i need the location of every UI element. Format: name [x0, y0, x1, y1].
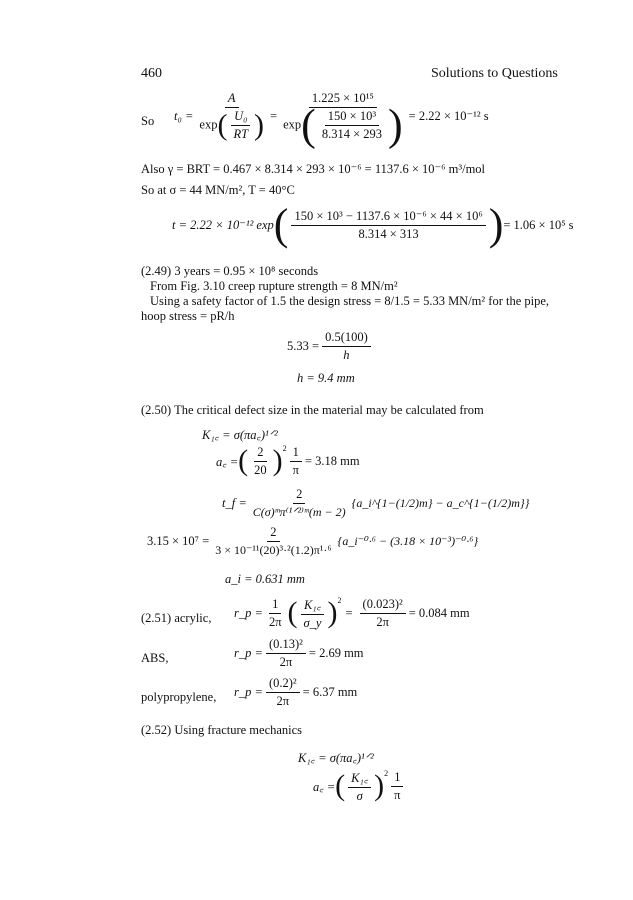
- rp-f: [266, 597, 285, 630]
- t0-result: = 2.22 × 10⁻¹² s: [408, 109, 489, 123]
- f-den: π: [394, 787, 401, 802]
- equation-rp-abs: [234, 636, 364, 670]
- hoop-lhs: 5.33 =: [287, 339, 320, 353]
- rp-result: = 0.084 mm: [408, 605, 470, 620]
- t0-eq: =: [270, 108, 278, 123]
- paren: (: [217, 108, 228, 141]
- q249-line1: (2.49) 3 years = 0.95 × 10⁸ seconds: [141, 264, 319, 278]
- tf-brace: {a_i^{1−(1/2)m} − a_c^{1−(1/2)m}}: [351, 495, 530, 510]
- k-den: σ_y: [303, 615, 322, 630]
- t-result: = 1.06 × 10⁵ s: [503, 217, 574, 232]
- ac-inner: [251, 445, 270, 478]
- q249-line3: Using a safety factor of 1.5 the design stress = 8/1.5 = 5.33 MN/m² for the pipe,: [150, 294, 550, 308]
- f-den: 2π: [268, 614, 282, 629]
- v-num: (0.023)²: [360, 597, 406, 614]
- tfn-brace: {a_i⁻⁰·⁶ − (3.18 × 10⁻³)⁻⁰·⁶}: [337, 533, 479, 548]
- ac2-inner: [348, 769, 371, 804]
- abs-label: ABS,: [141, 651, 169, 665]
- rp-k: [301, 596, 325, 631]
- ac-lhs: a꜀ =: [216, 454, 239, 469]
- t0-f1-inner: [230, 109, 251, 142]
- t-num: 150 × 10³ − 1137.6 × 10⁻⁶ × 44 × 10⁶: [291, 208, 485, 226]
- pp-label: polypropylene,: [141, 690, 217, 704]
- paren: ): [374, 769, 385, 802]
- rp-pp-lhs: r_p =: [234, 684, 263, 699]
- t-lhs: t = 2.22 × 10⁻¹² exp: [172, 218, 274, 232]
- tfn-lhs: 3.15 × 10⁷ =: [147, 533, 210, 548]
- ac2-lhs: a꜀ =: [313, 779, 336, 794]
- page-number: 460: [141, 66, 162, 81]
- paren: ): [254, 108, 265, 141]
- paren: ): [388, 100, 403, 149]
- ai-result: a_i = 0.631 mm: [225, 572, 305, 586]
- q252-line1: (2.52) Using fracture mechanics: [141, 723, 303, 737]
- f-num: 1: [391, 770, 403, 787]
- t0-f1-den: [196, 108, 267, 142]
- q251-label: (2.51) acrylic,: [141, 611, 212, 625]
- tf-den: C(σ)ᵐπ⁽¹ᐟ²⁾ᵐ(m − 2): [252, 504, 346, 519]
- equation-hoop: [287, 330, 374, 363]
- num: (0.13)²: [266, 637, 306, 654]
- also-line: Also γ = BRT = 0.467 × 8.314 × 293 × 10⁻⁶ = 1137.6 × 10⁻⁶ m³/mol: [141, 162, 486, 176]
- tfn-den: 3 × 10⁻¹¹(20)³·²(1.2)π¹·⁶: [215, 542, 332, 557]
- ac-result: = 3.18 mm: [304, 453, 360, 468]
- v-den: 2π: [376, 614, 389, 629]
- tfn-fraction: [212, 525, 334, 558]
- t-fraction: [291, 208, 485, 242]
- t0-f2-inner: [319, 109, 385, 142]
- ac-frac: [290, 445, 302, 478]
- q249-line4: hoop stress = pR/h: [141, 309, 235, 323]
- paren: ): [488, 200, 504, 249]
- rp-lhs: r_p =: [234, 605, 263, 620]
- inner-den: 8.314 × 293: [321, 126, 383, 141]
- k-num: K₁꜀: [301, 596, 324, 615]
- t0-lhs: t₀ =: [174, 108, 194, 123]
- tf-lhs: t_f =: [222, 495, 247, 510]
- so-at-line: So at σ = 44 MN/m², T = 40°C: [141, 183, 295, 197]
- inner-num: 2: [254, 445, 266, 462]
- equation-t0: [174, 90, 489, 149]
- paren: (: [238, 444, 249, 477]
- t0-f2-num: 1.225 × 10¹⁵: [309, 91, 377, 108]
- rp-abs-lhs: r_p =: [234, 645, 263, 660]
- equation-t: [172, 200, 574, 249]
- inner-den: 20: [254, 462, 267, 477]
- f-num: 1: [269, 597, 281, 614]
- rp-abs-result: = 2.69 mm: [308, 645, 364, 660]
- equation-rp-acrylic: r_p = $\frac{1}{2\pi}$ ( $\frac{\text{K₁꜀}}{\sigma\_y}$ ) $^2$ = $\frac{\text{(0.023)²}}{2\pi}$ = 0.084 mm: [234, 596, 470, 630]
- f-den: π: [292, 462, 299, 477]
- rt: RT: [233, 126, 249, 141]
- k1c-eq-a: K₁꜀ = σ(πa꜀)¹ᐟ²: [202, 428, 278, 442]
- rp-abs-frac: [266, 637, 306, 670]
- paren: (: [301, 100, 316, 149]
- paren: (: [335, 769, 346, 802]
- rp-v: [360, 597, 406, 630]
- tfn-num: 2: [267, 525, 279, 542]
- inner-num: 150 × 10³: [325, 109, 379, 126]
- t0-f2-den: [280, 100, 406, 149]
- den: 2π: [276, 693, 290, 708]
- f-num: 1: [290, 445, 302, 462]
- rp-pp-result: = 6.37 mm: [302, 684, 358, 699]
- paren: ): [327, 596, 338, 629]
- rp-pp-frac: [266, 676, 300, 709]
- running-title: Solutions to Questions: [431, 66, 558, 81]
- hoop-den: h: [343, 348, 350, 362]
- so-label: So: [141, 114, 155, 128]
- inner-den: σ: [356, 788, 363, 803]
- tf-fraction: [250, 487, 349, 520]
- den: 2π: [279, 654, 293, 669]
- k1c-eq-b: K₁꜀ = σ(πa꜀)¹ᐟ²: [298, 751, 374, 765]
- exp-text: exp: [199, 116, 218, 131]
- num: (0.2)²: [266, 676, 300, 693]
- equation-tf: [222, 486, 529, 520]
- paren: (: [273, 200, 289, 249]
- rp-eq: =: [345, 605, 353, 620]
- inner-num: K₁꜀: [348, 769, 371, 788]
- equation-ac: a꜀ = ( $\frac{2}{20}$ ) $^2$ $\frac{1}{\pi}$ = 3.18 mm: [216, 444, 360, 477]
- hoop-num: 0.5(100): [322, 330, 371, 347]
- t0-fraction-1: [196, 91, 267, 142]
- t0-fraction-2: [280, 90, 406, 149]
- q249-line2: From Fig. 3.10 creep rupture strength = 8 MN/m²: [150, 279, 398, 293]
- exp-text: exp: [283, 116, 302, 131]
- paren: ): [272, 444, 283, 477]
- t0-f1-num: A: [225, 91, 239, 108]
- paren: (: [287, 596, 298, 629]
- u0: U₀: [231, 109, 250, 126]
- t-den: 8.314 × 313: [358, 227, 419, 241]
- equation-ac2: a꜀ = ( $\frac{\text{K₁꜀}}{\sigma}$ ) $^2$ $\frac{1}{\pi}$: [313, 767, 406, 805]
- q250-line1: (2.50) The critical defect size in the material may be calculated from: [141, 403, 484, 417]
- hoop-fraction: [322, 330, 371, 363]
- equation-tf-numeric: [147, 524, 478, 558]
- hoop-result: h = 9.4 mm: [297, 371, 355, 385]
- tf-num: 2: [293, 487, 305, 504]
- ac2-frac: [391, 770, 403, 803]
- equation-rp-pp: [234, 675, 357, 709]
